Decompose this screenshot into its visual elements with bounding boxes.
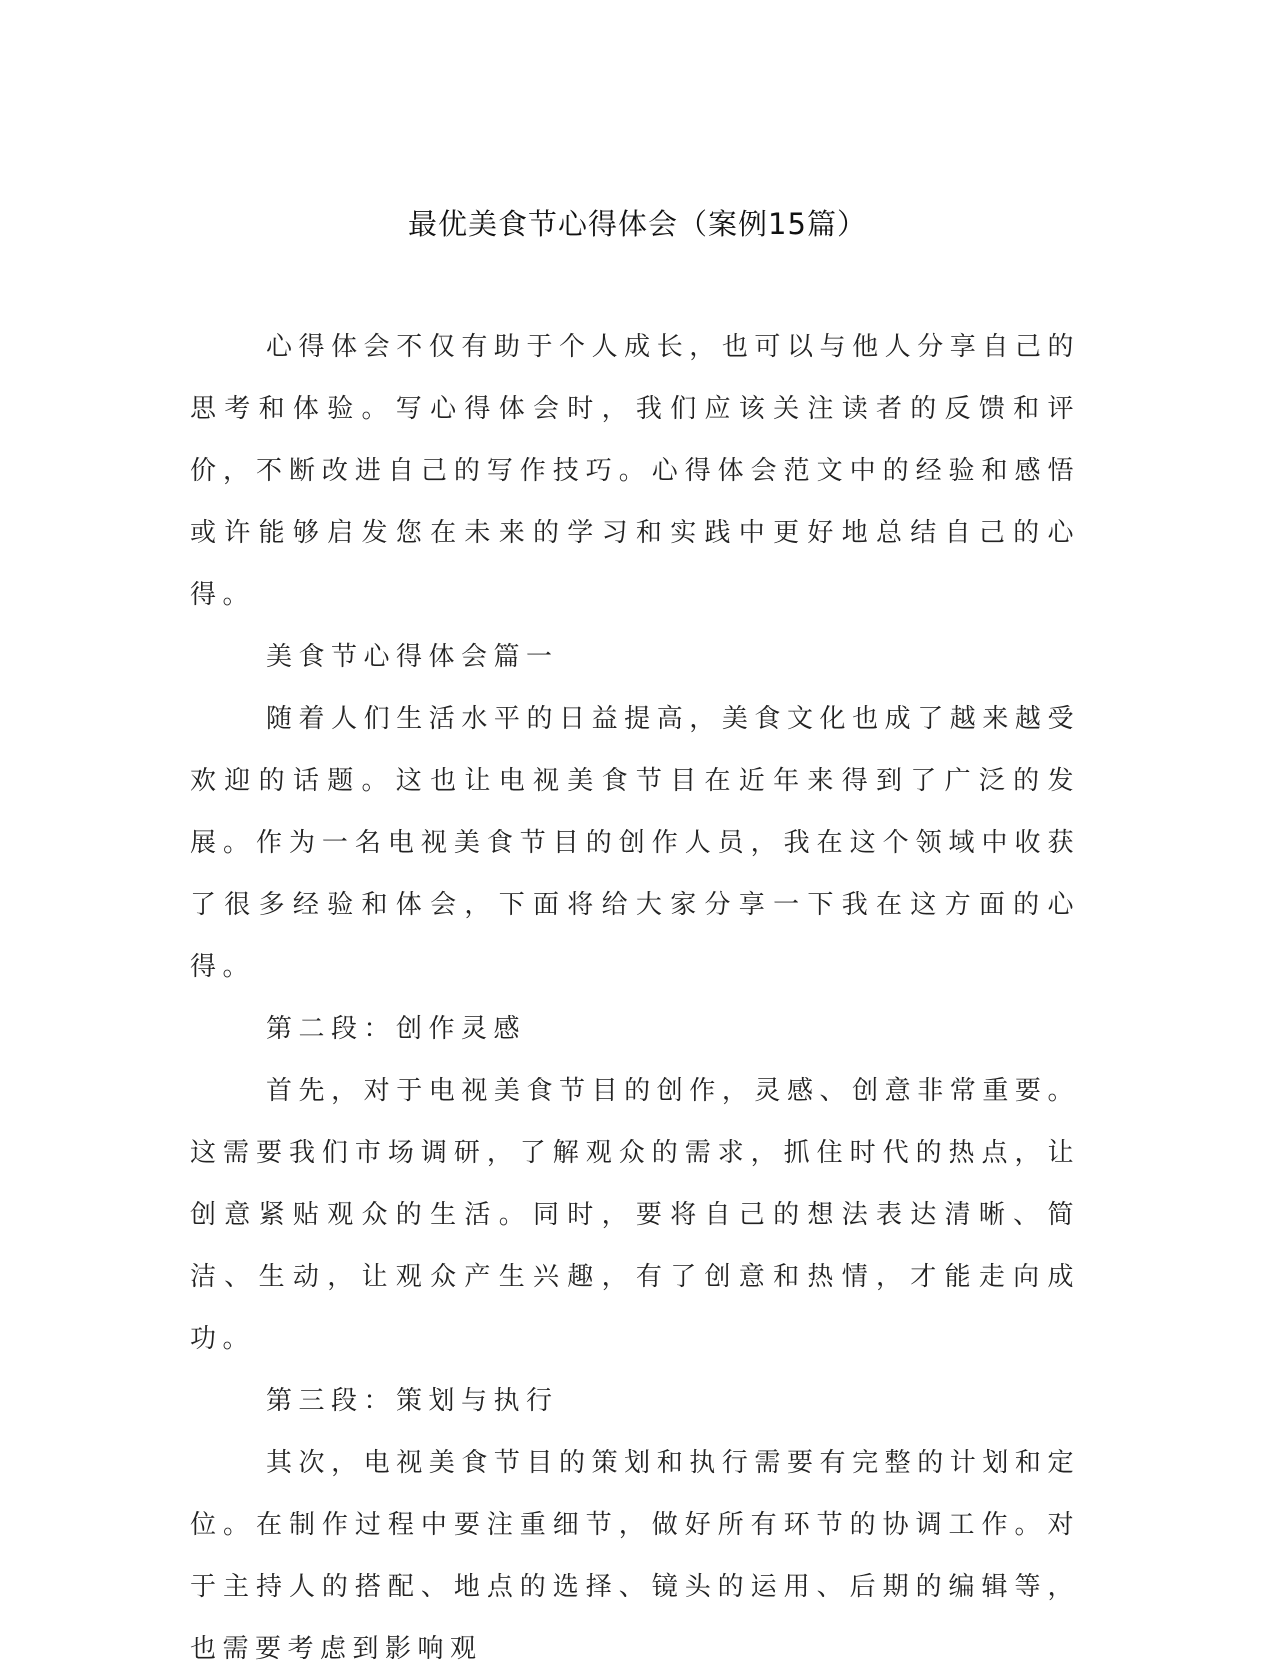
body-paragraph: 随着人们生活水平的日益提高，美食文化也成了越来越受欢迎的话题。这也让电视美食节目在近年来得到了广泛的发展。作为一名电视美食节目的创作人员，我在这个领域中收获了很多经验和体会，下面将给大家分享一下我在这方面的心得。 — [190, 704, 1080, 982]
body-paragraph: 其次，电视美食节目的策划和执行需要有完整的计划和定位。在制作过程中要注重细节，做好所有环节的协调工作。对于主持人的搭配、地点的选择、镜头的运用、后期的编辑等，也需要考虑到影响观 — [190, 1448, 1080, 1664]
section-heading-second: 第二段：创作灵感 — [266, 1014, 527, 1044]
intro-paragraph: 心得体会不仅有助于个人成长，也可以与他人分享自己的思考和体验。写心得体会时，我们应该关注读者的反馈和评价，不断改进自己的写作技巧。心得体会范文中的经验和感悟或许能够启发您在未来的学习和实践中更好地总结自己的心得。 — [190, 332, 1080, 610]
document-body — [190, 316, 1080, 1680]
section-heading-part-one: 美食节心得体会篇一 — [266, 642, 559, 672]
body-paragraph: 首先，对于电视美食节目的创作，灵感、创意非常重要。这需要我们市场调研，了解观众的需求，抓住时代的热点，让创意紧贴观众的生活。同时，要将自己的想法表达清晰、简洁、生动，让观众产生兴趣，有了创意和热情，才能走向成功。 — [190, 1076, 1080, 1354]
document-title: 最优美食节心得体会（案例15篇） — [408, 207, 867, 241]
section-heading-third: 第三段：策划与执行 — [266, 1386, 559, 1416]
